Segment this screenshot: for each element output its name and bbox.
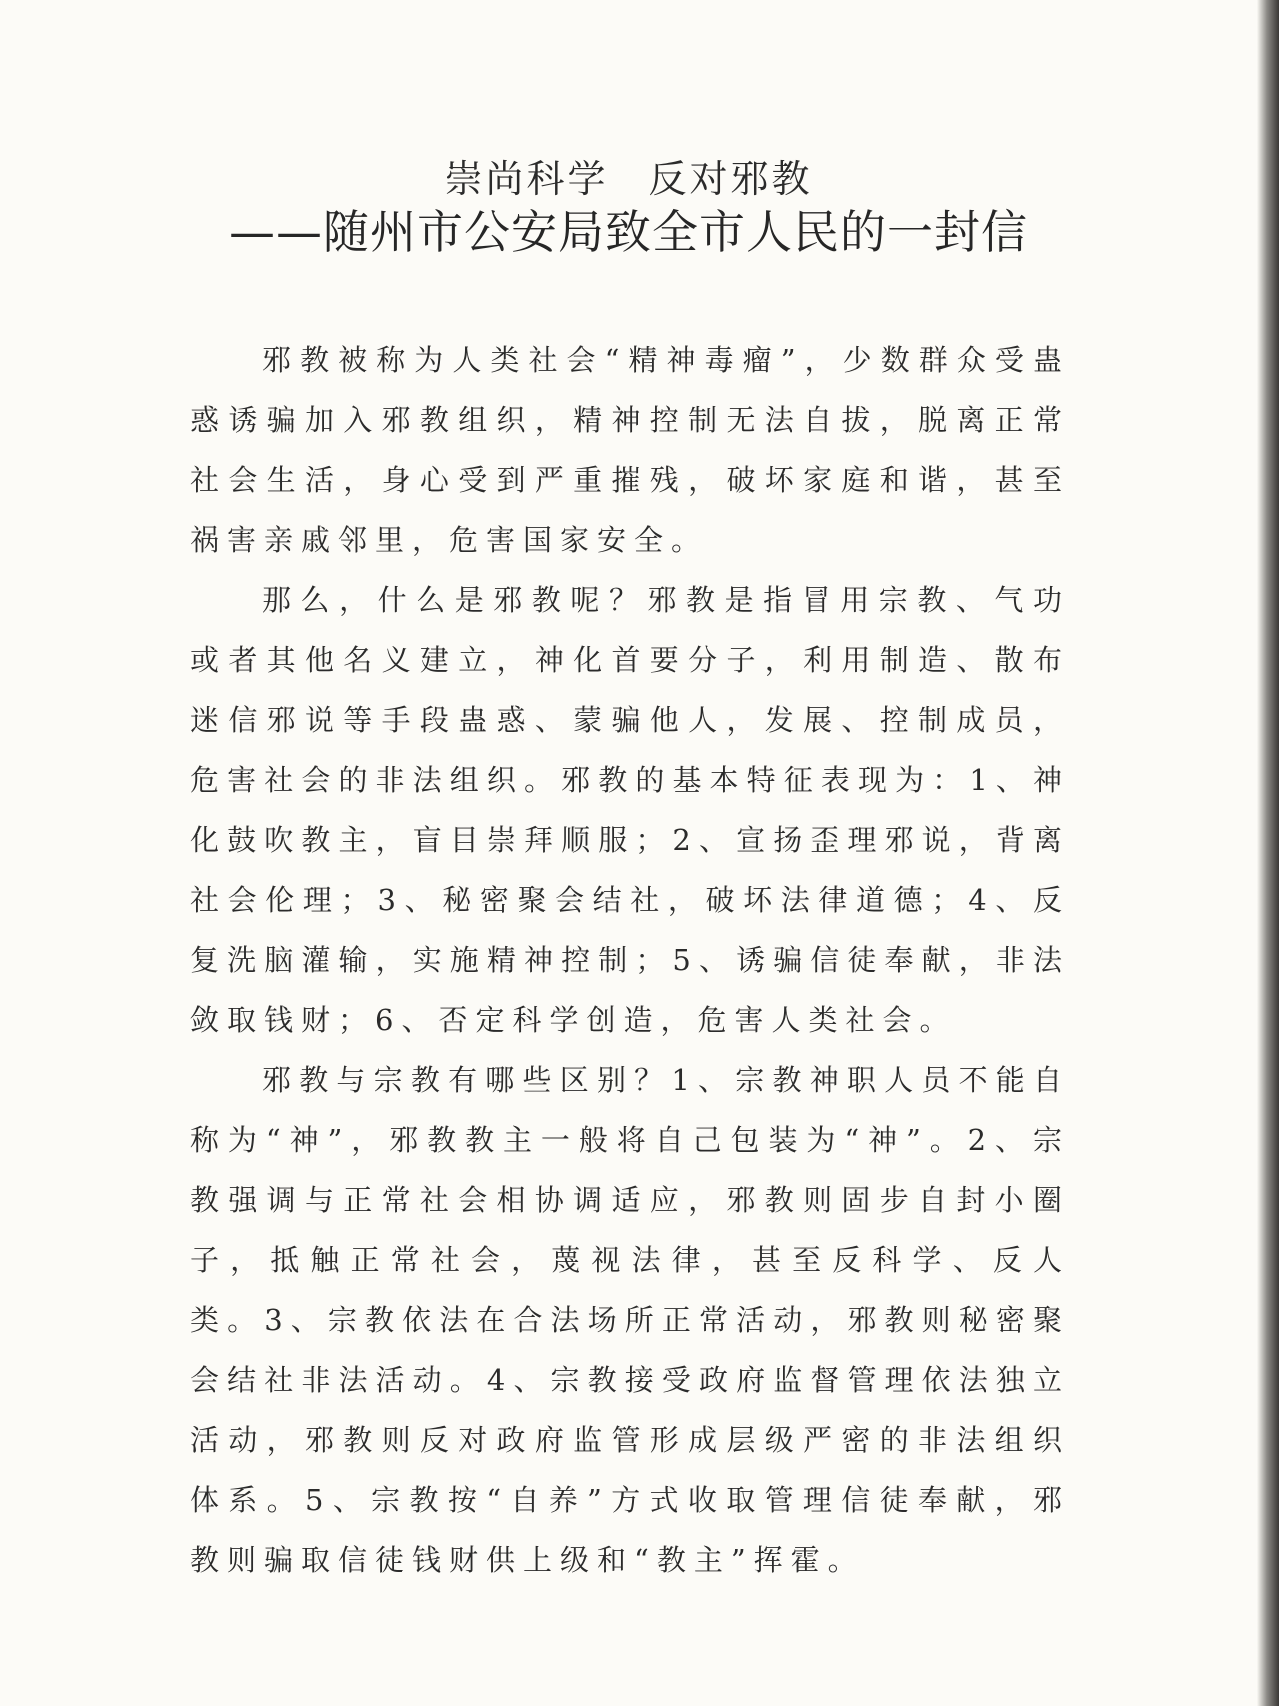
letter-title — [0, 148, 1257, 203]
scan-edge-shadow — [1257, 0, 1279, 1706]
letter-body — [190, 330, 1070, 1590]
title-slogan-part1: 崇尚科学 — [444, 157, 609, 201]
letter-subtitle: ——随州市公安局致全市人民的一封信 — [229, 205, 1028, 259]
paragraph-definition: 那么，什么是邪教呢？邪教是指冒用宗教、气功或者其他名义建立，神化首要分子，利用制造、散布迷信邪说等手段蛊惑、蒙骗他人，发展、控制成员，危害社会的非法组织。邪教的基本特征表现为：1、神化鼓吹教主，盲目崇拜顺服；2、宣扬歪理邪说，背离社会伦理；3、秘密聚会结社，破坏法律道德；4、反复洗脑灌输，实施精神控制；5、诱骗信徒奉献，非法敛取钱财；6、否定科学创造，危害人类社会。 — [190, 583, 1070, 1037]
title-slogan-part2: 反对邪教 — [648, 157, 813, 201]
paragraph-differences: 邪教与宗教有哪些区别？1、宗教神职人员不能自称为“神”，邪教教主一般将自己包装为“神”。2、宗教强调与正常社会相协调适应，邪教则固步自封小圈子，抵触正常社会，蔑视法律，甚至反科学、反人类。3、宗教依法在合法场所正常活动，邪教则秘密聚会结社非法活动。4、宗教接受政府监督管理依法独立活动，邪教则反对政府监管形成层级严密的非法组织体系。5、宗教按“自养”方式收取管理信徒奉献，邪教则骗取信徒钱财供上级和“教主”挥霍。 — [190, 1063, 1070, 1577]
paragraph-intro: 邪教被称为人类社会“精神毒瘤”，少数群众受蛊惑诱骗加入邪教组织，精神控制无法自拔，脱离正常社会生活，身心受到严重摧残，破坏家庭和谐，甚至祸害亲戚邻里，危害国家安全。 — [190, 343, 1070, 557]
